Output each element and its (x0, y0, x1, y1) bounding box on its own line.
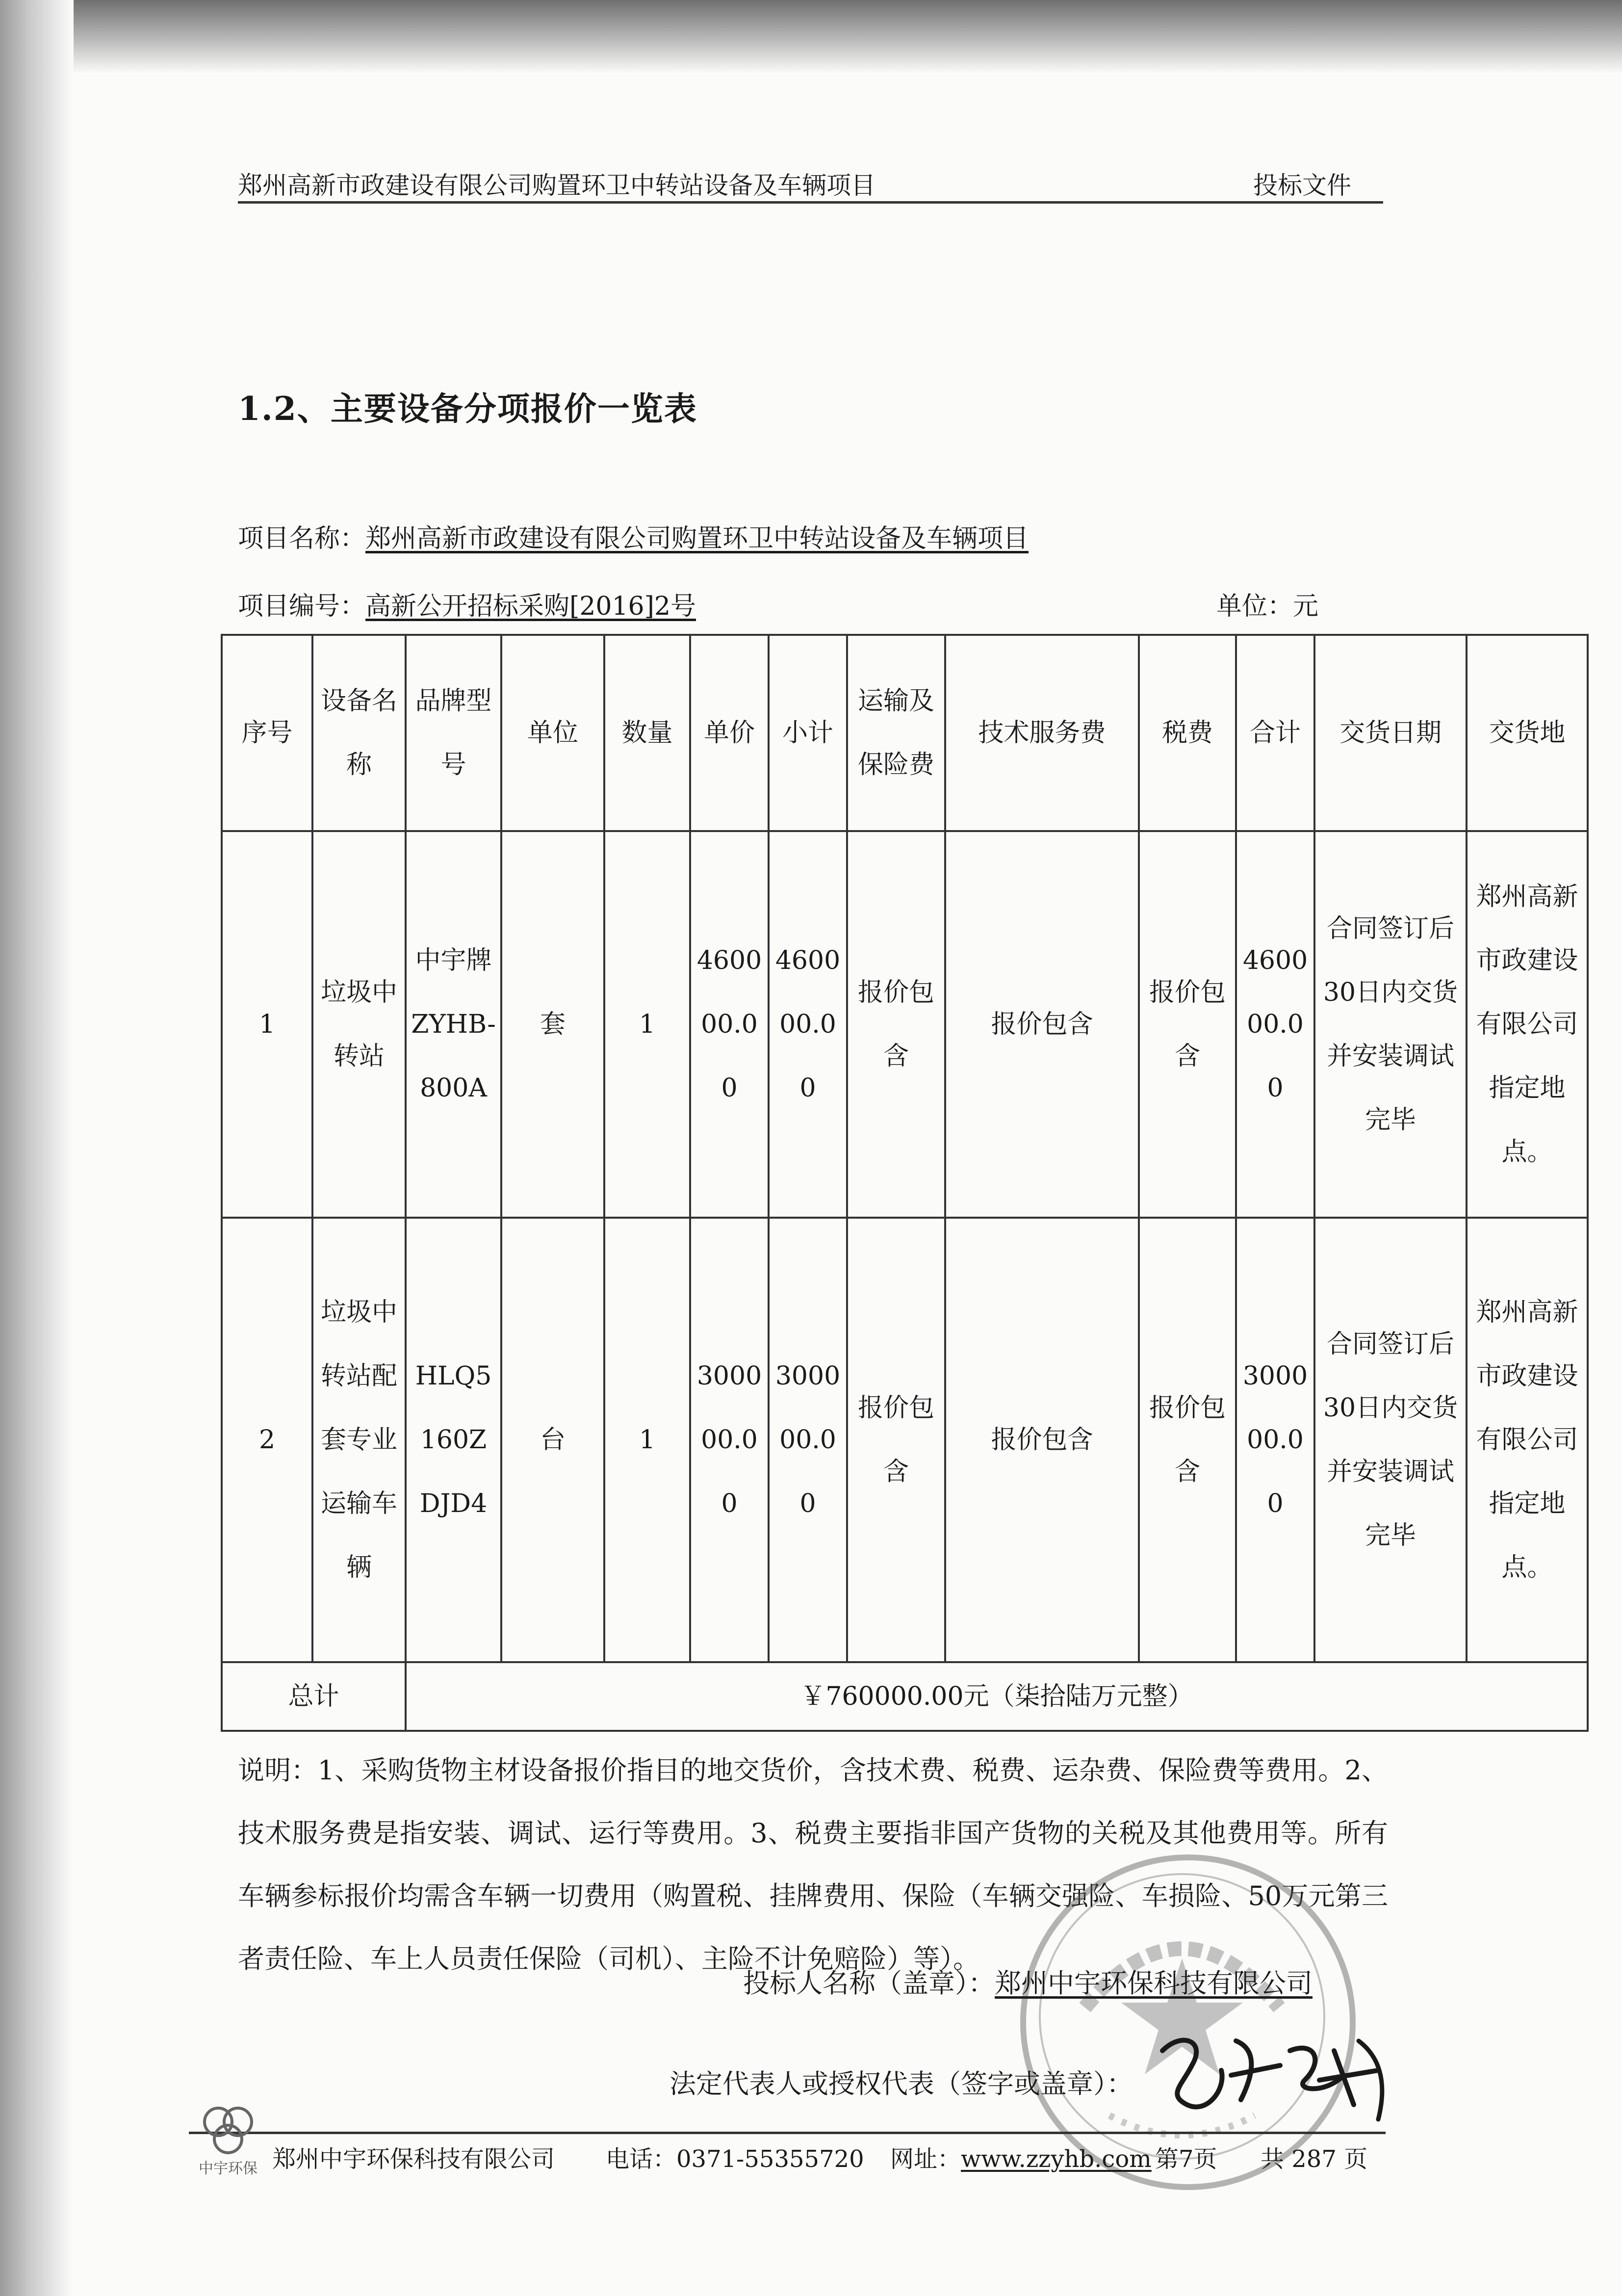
page-footer (189, 2132, 1386, 2188)
scan-binding-shadow (0, 0, 74, 2296)
th-seq: 序号 (222, 635, 312, 831)
representative-label: 法定代表人或授权代表（签字或盖章）： (669, 2068, 1133, 2099)
cell-quantity: 1 (604, 1218, 690, 1662)
cell-tech-service: 报价包含 (945, 1218, 1139, 1662)
th-quantity: 数量 (604, 635, 690, 831)
cell-subtotal: 300000.00 (769, 1218, 847, 1662)
th-transport-insurance: 运输及保险费 (847, 635, 945, 831)
cell-delivery-place: 郑州高新市政建设有限公司指定地点。 (1467, 1218, 1588, 1662)
table-row (222, 1218, 1588, 1662)
cell-subtotal: 460000.00 (769, 831, 847, 1218)
th-delivery-date: 交货日期 (1314, 635, 1467, 831)
th-delivery-place: 交货地 (1467, 635, 1588, 831)
cell-tech-service: 报价包含 (945, 831, 1139, 1218)
quote-table (221, 634, 1589, 1732)
footer-website-link[interactable]: www.zzyhb.com (961, 2145, 1152, 2173)
cell-unit-price: 460000.00 (690, 831, 769, 1218)
cell-total: 460000.00 (1236, 831, 1314, 1218)
scan-top-shadow (0, 0, 1622, 74)
cell-seq: 1 (222, 831, 312, 1218)
footer-website-label: 网址： (890, 2145, 961, 2173)
company-logo-icon (189, 2095, 267, 2178)
cell-brand-model: 中宇牌ZYHB-800A (406, 831, 501, 1218)
handwritten-signature (1148, 2021, 1403, 2129)
table-row (222, 831, 1588, 1218)
cell-transport-insurance: 报价包含 (847, 831, 945, 1218)
header-doc-type: 投标文件 (1253, 171, 1351, 200)
cell-unit: 台 (501, 1218, 604, 1662)
th-tax: 税费 (1139, 635, 1236, 831)
project-name-value: 郑州高新市政建设有限公司购置环卫中转站设备及车辆项目 (365, 524, 1029, 553)
cell-total: 300000.00 (1236, 1218, 1314, 1662)
header-project-title: 郑州高新市政建设有限公司购置环卫中转站设备及车辆项目 (238, 171, 875, 200)
notes-paragraph: 说明：1、采购货物主材设备报价指目的地交货价，含技术费、税费、运杂费、保险费等费用。2、技术服务费是指安装、调试、运行等费用。3、税费主要指非国产货物的关税及其他费用等。所有车辆参标报价均需含车辆一切费用（购置税、挂牌费用、保险（车辆交强险、车损险、50万元第三者责任险、车上人员责任保险（司机）、主险不计免赔险）等）。 (238, 1755, 1388, 1974)
th-unit: 单位 (501, 635, 604, 831)
th-unit-price: 单价 (690, 635, 769, 831)
cell-unit-price: 300000.00 (690, 1218, 769, 1662)
footer-website-group (890, 2140, 1152, 2174)
th-equipment-name: 设备名称 (312, 635, 406, 831)
cell-quantity: 1 (604, 831, 690, 1218)
table-header-row (222, 635, 1588, 831)
cell-delivery-date: 合同签订后30日内交货并安装调试完毕 (1314, 1218, 1467, 1662)
th-brand-model: 品牌型号 (406, 635, 501, 831)
currency-unit: 单位：元 (1216, 592, 1319, 621)
bidder-name: 郑州中宇环保科技有限公司 (995, 1968, 1313, 1999)
table-total-row (222, 1662, 1588, 1731)
cell-transport-insurance: 报价包含 (847, 1218, 945, 1662)
bidder-label: 投标人名称（盖章）： (743, 1968, 995, 1999)
footer-phone: 电话：0371-55355720 (606, 2145, 864, 2173)
project-name-label: 项目名称： (238, 524, 366, 553)
project-name-line (238, 518, 1029, 554)
cell-delivery-place: 郑州高新市政建设有限公司指定地点。 (1467, 831, 1588, 1218)
total-label: 总计 (222, 1662, 406, 1731)
footer-total-pages: 共 287 页 (1261, 2145, 1368, 2173)
cell-seq: 2 (222, 1218, 312, 1662)
project-code-value: 高新公开招标采购[2016]2号 (365, 592, 696, 621)
project-code-label: 项目编号： (238, 592, 366, 621)
representative-line (669, 2063, 1133, 2101)
th-tech-service: 技术服务费 (945, 635, 1139, 831)
cell-tax: 报价包含 (1139, 1218, 1236, 1662)
th-total: 合计 (1236, 635, 1314, 831)
project-code-line (238, 585, 696, 622)
total-value: ￥760000.00元（柒拾陆万元整） (406, 1662, 1588, 1731)
cell-tax: 报价包含 (1139, 831, 1236, 1218)
bidder-line (743, 1962, 1313, 2000)
footer-page-number: 第7页 (1155, 2145, 1217, 2173)
cell-brand-model: HLQ5160ZDJD4 (406, 1218, 501, 1662)
page-header (238, 162, 1383, 204)
cell-unit: 套 (501, 831, 604, 1218)
footer-company: 郑州中宇环保科技有限公司 (272, 2145, 555, 2173)
cell-equipment-name: 垃圾中转站配套专业运输车辆 (312, 1218, 406, 1662)
logo-text: 中宇环保 (199, 2160, 257, 2177)
section-title: 1.2、主要设备分项报价一览表 (238, 390, 697, 428)
th-subtotal: 小计 (769, 635, 847, 831)
cell-delivery-date: 合同签订后30日内交货并安装调试完毕 (1314, 831, 1467, 1218)
cell-equipment-name: 垃圾中转站 (312, 831, 406, 1218)
